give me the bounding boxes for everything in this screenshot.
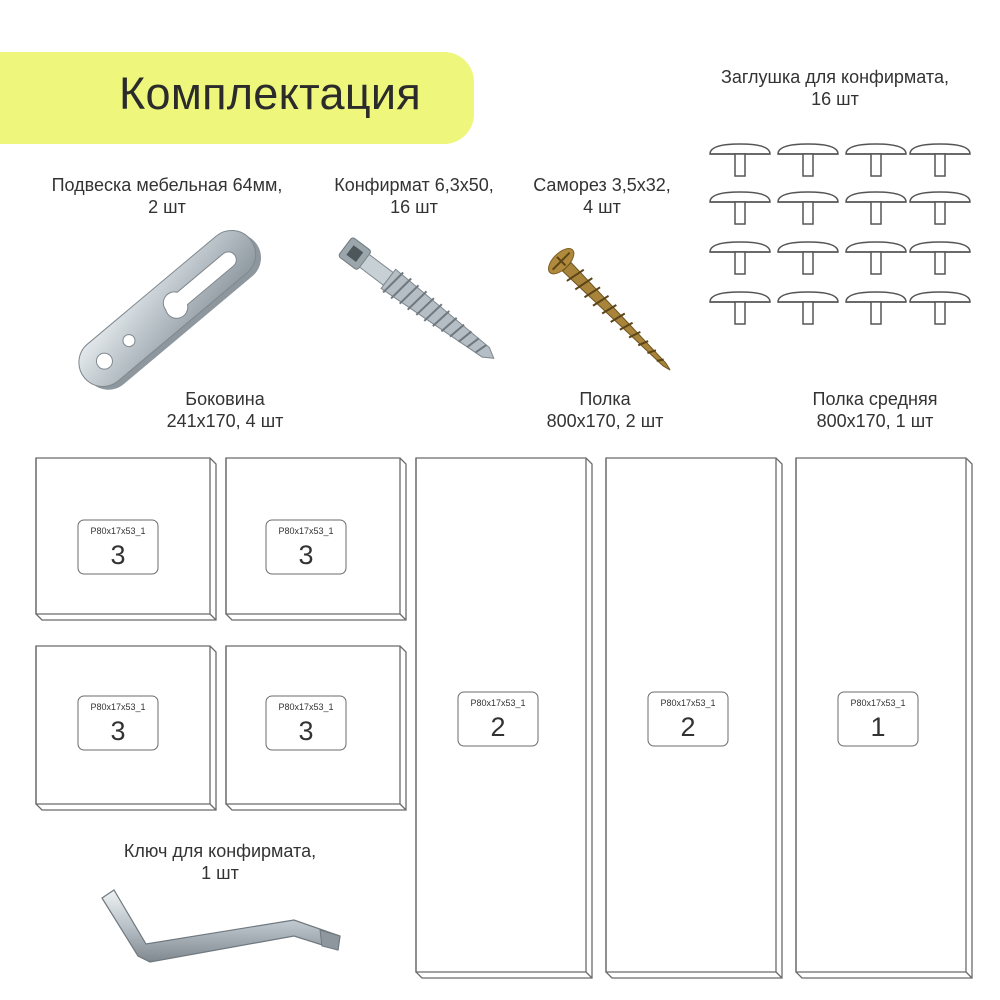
panel-tag-num: 3: [298, 540, 314, 570]
confirmat-cap-icon: [846, 144, 906, 176]
key-label: [90, 840, 350, 884]
wood-screw-icon: [548, 248, 672, 380]
screw-label: [516, 174, 688, 218]
shelf-panel-2: [606, 458, 782, 978]
key-label-line1: Ключ для конфирмата,: [123, 841, 317, 861]
confirmat-cap-icon: [778, 242, 838, 274]
side-panel-label-line2: 241x170, 4 шт: [166, 411, 284, 431]
panel-tag-num: 2: [490, 712, 506, 742]
panel-tag-code: P80x17x53_1: [278, 702, 334, 712]
side-panel-4: [226, 646, 406, 810]
confirmat-cap-icon: [710, 144, 770, 176]
cap-label: [690, 66, 980, 110]
panel-tag-num: 3: [298, 716, 314, 746]
panel-tag-code: P80x17x53_1: [90, 702, 146, 712]
side-panel-1: [36, 458, 216, 620]
panel-tag-code: P80x17x53_1: [278, 526, 334, 536]
confirmat-cap-icon: [910, 144, 970, 176]
shelf-label: [500, 388, 710, 432]
page-title: Комплектация: [119, 68, 422, 119]
panel-tag-num: 3: [110, 540, 126, 570]
confirmat-screw-icon: [338, 236, 514, 372]
hanger-label: [22, 174, 312, 218]
hanger-label-line1: Подвеска мебельная 64мм,: [51, 175, 283, 195]
screw-label-line2: 4 шт: [583, 197, 621, 217]
confirmat-cap-icon: [710, 192, 770, 224]
side-panel-2: [226, 458, 406, 620]
shelf-mid-panel: [796, 458, 972, 978]
confirmat-cap-icon: [910, 242, 970, 274]
confirmat-label-line2: 16 шт: [390, 197, 438, 217]
cap-icons: [710, 144, 970, 324]
shelf-mid-label: [770, 388, 980, 432]
confirmat-cap-icon: [846, 242, 906, 274]
shelf-mid-label-line1: Полка средняя: [812, 389, 938, 409]
panel-tag-code: P80x17x53_1: [470, 698, 526, 708]
confirmat-cap-icon: [710, 292, 770, 324]
confirmat-cap-icon: [778, 144, 838, 176]
panel-tag-code: P80x17x53_1: [660, 698, 716, 708]
confirmat-label: [312, 174, 516, 218]
panel-tag-num: 2: [680, 712, 696, 742]
screw-label-line1: Саморез 3,5x32,: [533, 175, 671, 195]
side-panel-3: [36, 646, 216, 810]
panel-tag-num: 1: [870, 712, 886, 742]
confirmat-cap-icon: [710, 242, 770, 274]
panel-tag-code: P80x17x53_1: [90, 526, 146, 536]
cap-label-line1: Заглушка для конфирмата,: [721, 67, 949, 87]
panel-tag-num: 3: [110, 716, 126, 746]
shelf-mid-label-line2: 800x170, 1 шт: [816, 411, 934, 431]
confirmat-caps-grid: [700, 130, 980, 330]
side-panel-label-line1: Боковина: [185, 389, 265, 409]
key-label-line2: 1 шт: [201, 863, 239, 883]
confirmat-cap-icon: [778, 292, 838, 324]
confirmat-cap-icon: [910, 292, 970, 324]
shelf-label-line1: Полка: [579, 389, 631, 409]
panel-tag-code: P80x17x53_1: [850, 698, 906, 708]
confirmat-label-line1: Конфирмат 6,3x50,: [334, 175, 494, 195]
hanger-label-line2: 2 шт: [148, 197, 186, 217]
furniture-hanger-icon: [72, 226, 272, 396]
confirmat-cap-icon: [910, 192, 970, 224]
shelf-panel-1: [416, 458, 592, 978]
confirmat-cap-icon: [778, 192, 838, 224]
hex-key-icon: [94, 884, 350, 970]
confirmat-cap-icon: [846, 192, 906, 224]
confirmat-cap-icon: [846, 292, 906, 324]
shelf-label-line2: 800x170, 2 шт: [546, 411, 664, 431]
cap-label-line2: 16 шт: [811, 89, 859, 109]
